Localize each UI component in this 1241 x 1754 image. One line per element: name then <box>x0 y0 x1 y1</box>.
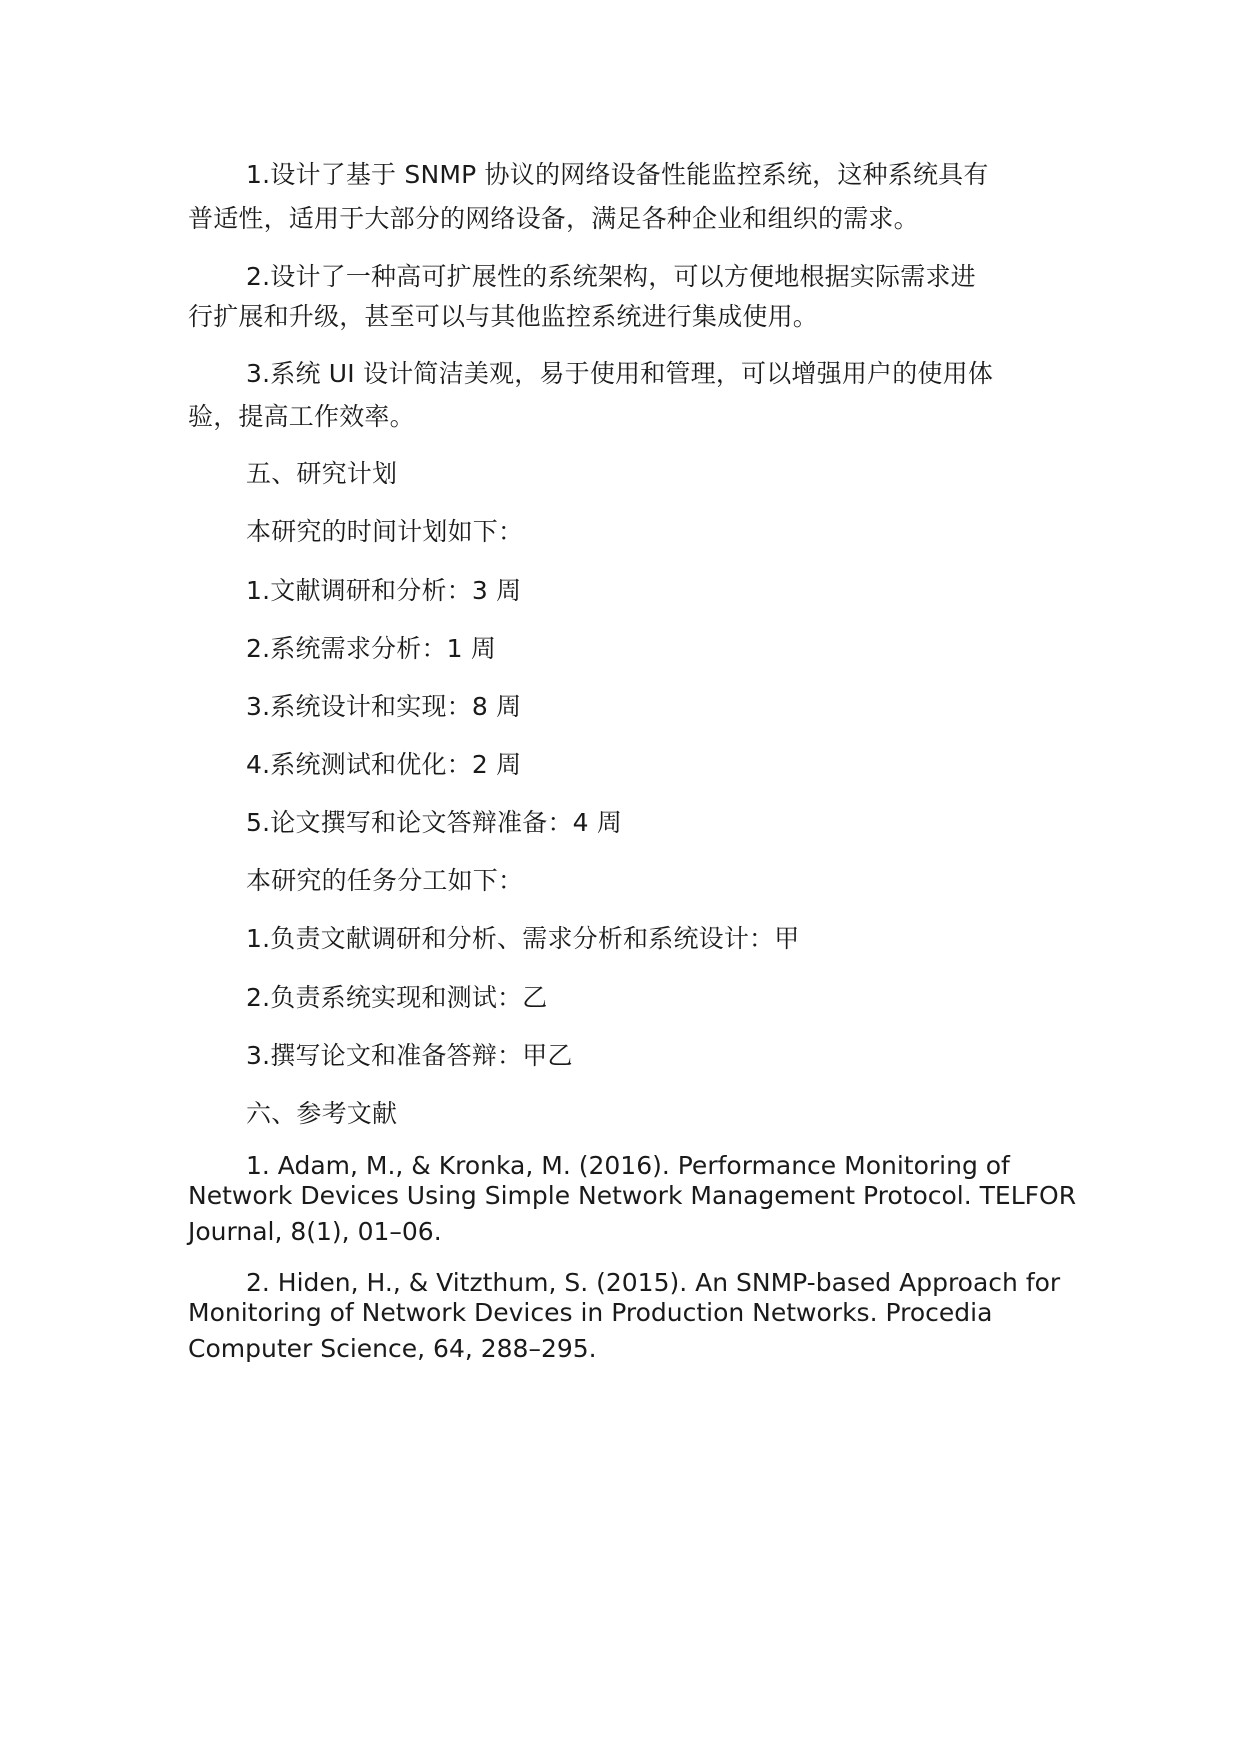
paragraph-line: 普适性，适用于大部分的网络设备，满足各种企业和组织的需求。 <box>188 204 919 233</box>
section-heading-references: 六、参考文献 <box>246 1099 398 1128</box>
reference-line: Network Devices Using Simple Network Management Protocol. TELFOR <box>188 1181 1077 1210</box>
task-item: 1.负责文献调研和分析、需求分析和系统设计：甲 <box>246 924 800 953</box>
schedule-item: 3.系统设计和实现：8 周 <box>246 692 522 721</box>
tasks-intro: 本研究的任务分工如下： <box>246 866 524 895</box>
reference-line: Monitoring of Network Devices in Production Networks. Procedia <box>188 1298 993 1327</box>
schedule-item: 2.系统需求分析：1 周 <box>246 634 497 663</box>
paragraph-line: 3.系统 UI 设计简洁美观，易于使用和管理，可以增强用户的使用体 <box>246 359 994 388</box>
schedule-intro: 本研究的时间计划如下： <box>246 517 524 546</box>
paragraph-line: 1.设计了基于 SNMP 协议的网络设备性能监控系统，这种系统具有 <box>246 160 989 189</box>
reference-line: 1. Adam, M., & Kronka, M. (2016). Performance Monitoring of <box>246 1151 1010 1180</box>
paragraph-line: 2.设计了一种高可扩展性的系统架构，可以方便地根据实际需求进 <box>246 262 976 291</box>
task-item: 2.负责系统实现和测试：乙 <box>246 983 548 1012</box>
schedule-item: 1.文献调研和分析：3 周 <box>246 576 522 605</box>
section-heading-research-plan: 五、研究计划 <box>246 459 398 488</box>
schedule-item: 5.论文撰写和论文答辩准备：4 周 <box>246 808 623 837</box>
paragraph-line: 行扩展和升级，甚至可以与其他监控系统进行集成使用。 <box>188 302 819 331</box>
reference-line: Computer Science, 64, 288–295. <box>188 1334 597 1363</box>
schedule-item: 4.系统测试和优化：2 周 <box>246 750 522 779</box>
paragraph-line: 验，提高工作效率。 <box>188 402 415 431</box>
reference-line: 2. Hiden, H., & Vitzthum, S. (2015). An SNMP-based Approach for <box>246 1268 1061 1297</box>
reference-line: Journal, 8(1), 01–06. <box>188 1217 442 1246</box>
task-item: 3.撰写论文和准备答辩：甲乙 <box>246 1041 573 1070</box>
